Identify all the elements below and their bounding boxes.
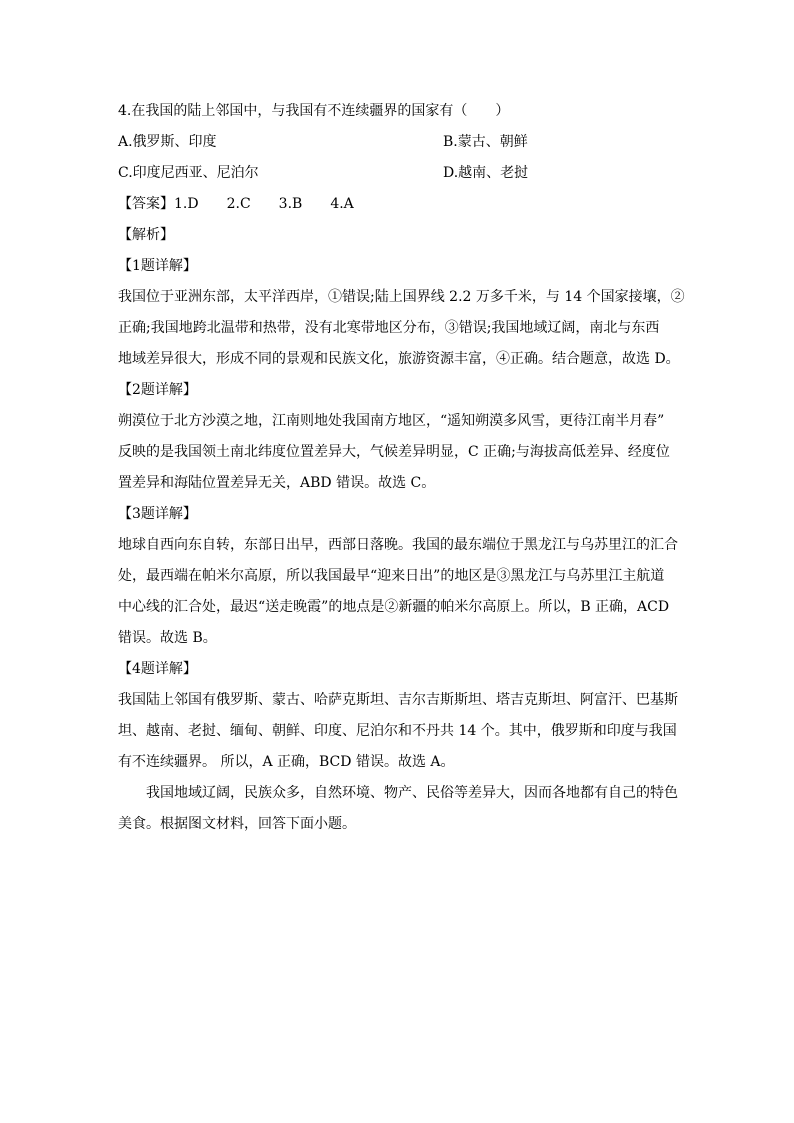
analysis-heading: 【解析】 [118,227,174,243]
detail-2-line: 置差异和海陆位置差异无关，ABD 错误。故选 C。 [118,475,436,491]
detail-1-line: 地域差异很大，形成不同的景观和民族文化，旅游资源丰富，④正确。结合题意，故选 D。 [118,351,680,367]
detail-2-line: 反映的是我国领土南北纬度位置差异大，气候差异明显，C 正确;与海拔高低差异、经度位 [118,444,670,460]
option-d: D.越南、老挝 [443,165,529,181]
detail-4-line: 我国陆上邻国有俄罗斯、蒙古、哈萨克斯坦、吉尔吉斯斯坦、塔吉克斯坦、阿富汗、巴基斯 [118,692,678,708]
detail-1-line: 我国位于亚洲东部，太平洋西岸，①错误;陆上国界线 2.2 万多千米，与 14 个国家接壤，② [118,289,685,305]
detail-4-line: 坦、越南、老挝、缅甸、朝鲜、印度、尼泊尔和不丹共 14 个。其中，俄罗斯和印度与我国 [118,723,677,739]
answer-line [118,189,678,220]
detail-3-line: 中心线的汇合处，最迟“送走晚霞”的地点是②新疆的帕米尔高原上。所以，B 正确，ACD [118,599,670,615]
intro-paragraph [118,778,678,840]
detail-3-heading: 【3题详解】 [118,506,197,522]
answer-item-1: 1.D [174,196,199,212]
options-row-ab [118,127,678,158]
option-c: C.印度尼西亚、尼泊尔 [118,165,259,181]
detail-3-line: 错误。故选 B。 [118,630,217,646]
options-row-cd [118,158,678,189]
detail-2-body [118,406,678,499]
detail-4-heading: 【4题详解】 [118,661,197,677]
detail-2-line: 朔漠位于北方沙漠之地，江南则地处我国南方地区，“遥知朔漠多风雪，更待江南半月春” [118,413,665,429]
document-page [118,96,685,840]
detail-4-line: 有不连续疆界。 所以，A 正确，BCD 错误。故选 A。 [118,754,455,770]
detail-1-line: 正确;我国地跨北温带和热带，没有北寒带地区分布，③错误;我国地域辽阔，南北与东西 [118,320,660,336]
answer-item-3: 3.B [278,196,303,212]
detail-1-heading: 【1题详解】 [118,258,197,274]
detail-3-line: 地球自西向东自转，东部日出早，西部日落晚。我国的最东端位于黑龙江与乌苏里江的汇合 [118,537,678,553]
answer-item-4: 4.A [330,196,354,212]
answer-item-2: 2.C [226,196,251,212]
answer-label: 【答案】 [118,196,174,212]
detail-2-heading: 【2题详解】 [118,382,197,398]
detail-1-body [118,282,685,375]
question-4-stem: 4.在我国的陆上邻国中，与我国有不连续疆界的国家有（ ） [118,103,510,119]
option-b: B.蒙古、朝鲜 [443,134,528,150]
intro-line: 美食。根据图文材料，回答下面小题。 [118,816,356,832]
detail-4-body [118,685,678,778]
detail-3-body [118,530,678,654]
detail-3-line: 处，最西端在帕米尔高原，所以我国最早“迎来日出”的地区是③黑龙江与乌苏里江主航道 [118,568,665,584]
intro-line: 我国地域辽阔，民族众多，自然环境、物产、民俗等差异大，因而各地都有自己的特色 [146,785,678,801]
option-a: A.俄罗斯、印度 [118,134,217,150]
